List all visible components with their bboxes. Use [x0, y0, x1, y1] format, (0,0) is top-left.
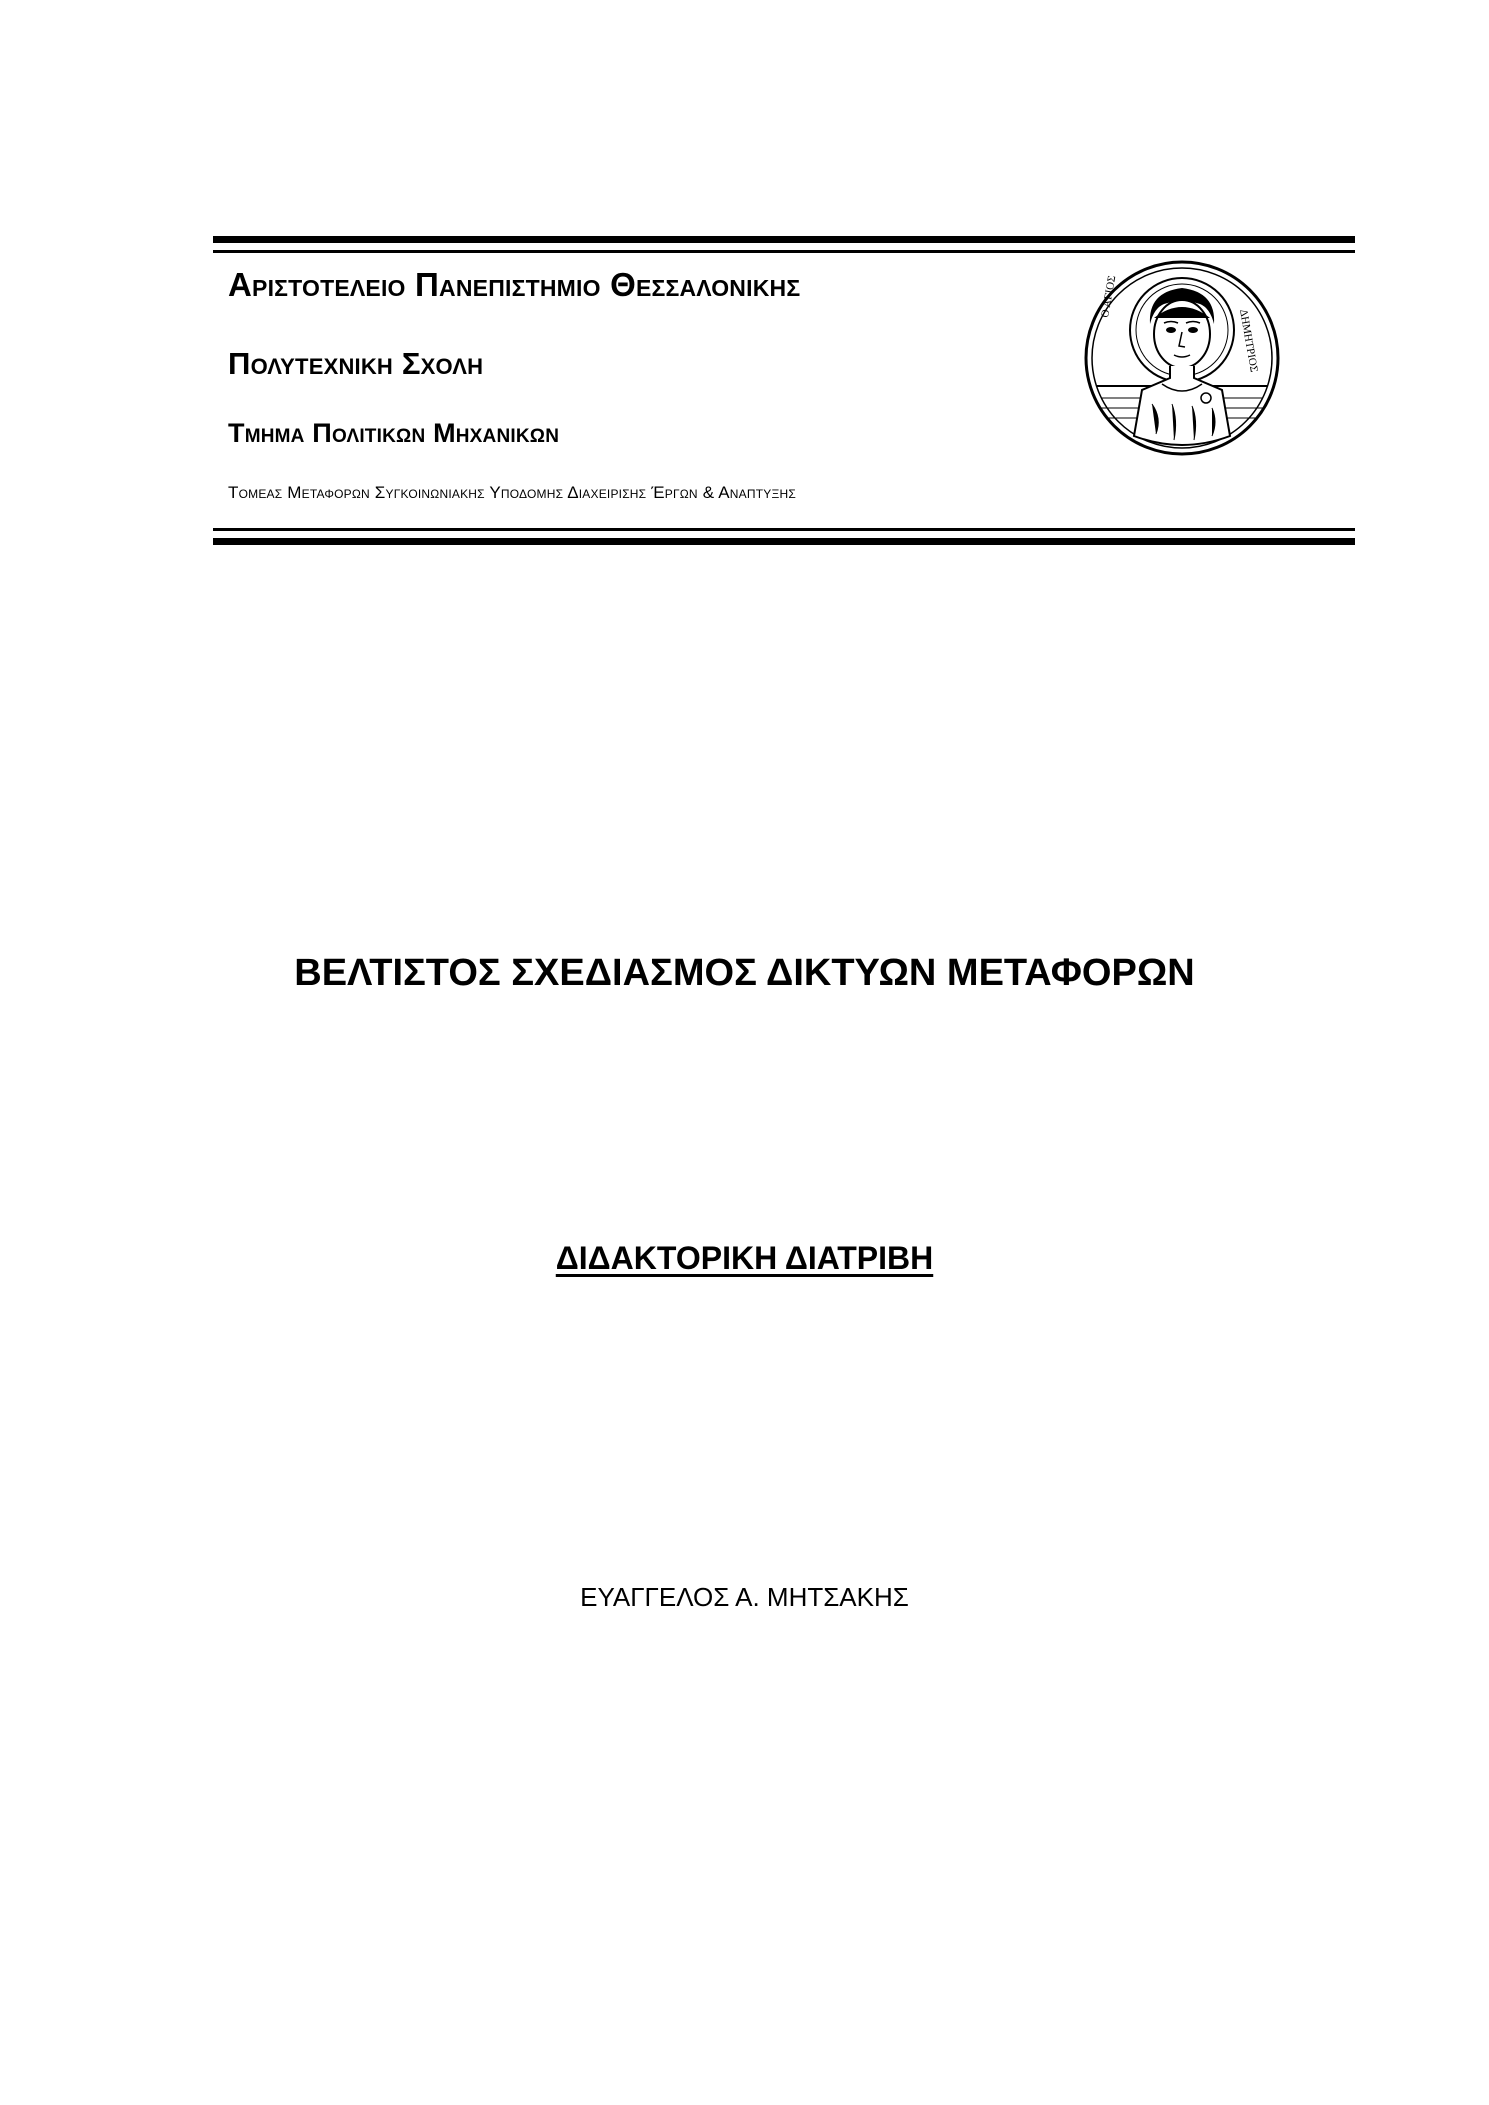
- thesis-title: ΒΕΛΤΙΣΤΟΣ ΣΧΕΔΙΑΣΜΟΣ ΔΙΚΤΥΩΝ ΜΕΤΑΦΟΡΩΝ: [294, 952, 1195, 994]
- header-top-rule-thick: [213, 236, 1355, 243]
- author-name: ΕΥΑΓΓΕΛΟΣ Α. ΜΗΤΣΑΚΗΣ: [580, 1582, 909, 1612]
- document-type: ΔΙΔΑΚΤΟΡΙΚΗ ΔΙΑΤΡΙΒΗ: [555, 1240, 934, 1276]
- department-name: Τμημα Πολιτικων Μηχανικων: [228, 418, 560, 448]
- seal-inscription-right: ΔΗΜΗΤΡΙΟΣ: [1237, 308, 1260, 374]
- header-bottom-rule-thin: [213, 528, 1355, 531]
- seal-inscription-left: Ο ΑΓΙΟΣ: [1099, 274, 1119, 319]
- header-bottom-rule-thick: [213, 538, 1355, 545]
- university-name: Αριστοτελειο Πανεπιστημιο Θεσσαλονικης: [228, 266, 801, 303]
- aristotle-university-seal-icon: [1082, 258, 1282, 458]
- sector-name: Τομεας Μεταφορων Συγκοινωνιακης Υποδομης Διαχειρισης Έργων & Αναπτυξης: [228, 483, 796, 502]
- header-top-rule-thin: [213, 250, 1355, 253]
- school-name: Πολυτεχνικη Σχολη: [228, 346, 484, 381]
